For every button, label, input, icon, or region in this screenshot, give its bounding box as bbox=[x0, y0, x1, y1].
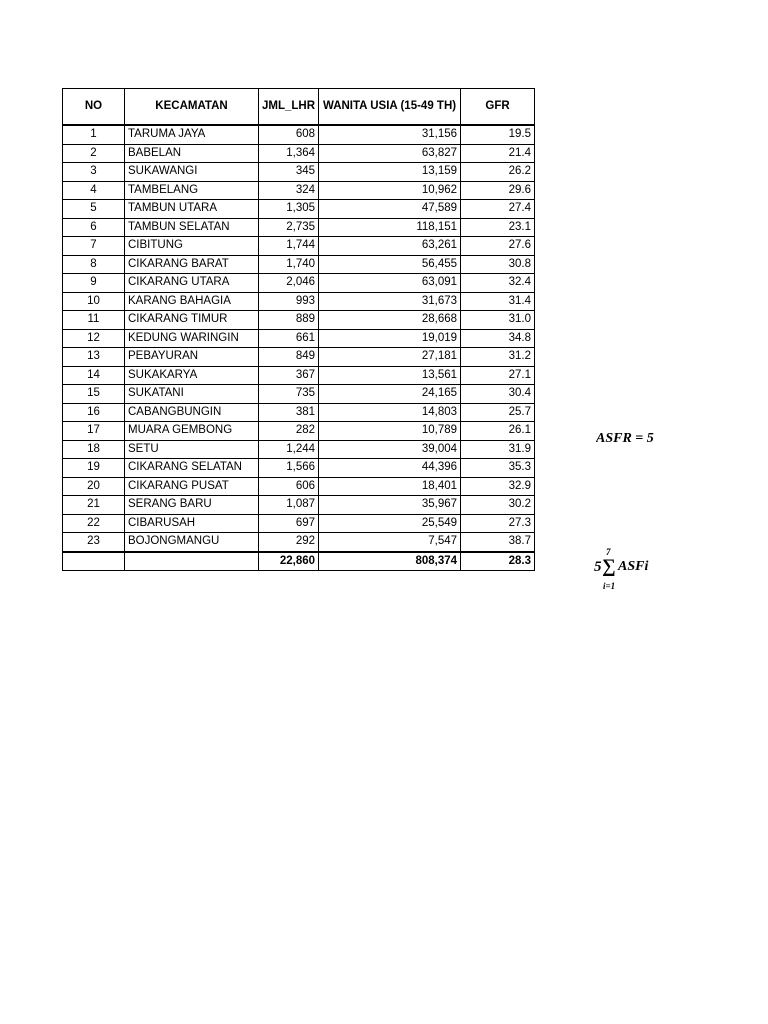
cell-gfr: 30.2 bbox=[461, 496, 535, 515]
cell-wanita-usia: 14,803 bbox=[319, 403, 461, 422]
cell-no: 18 bbox=[63, 440, 125, 459]
total-row bbox=[63, 552, 535, 571]
table-body bbox=[63, 125, 535, 571]
table-row bbox=[63, 496, 535, 515]
cell-kecamatan: CIKARANG UTARA bbox=[125, 274, 259, 293]
cell-kecamatan: SUKATANI bbox=[125, 385, 259, 404]
cell-gfr: 38.7 bbox=[461, 533, 535, 552]
tfr-term: ASFi bbox=[618, 559, 649, 574]
cell-no: 21 bbox=[63, 496, 125, 515]
cell-gfr: 29.6 bbox=[461, 181, 535, 200]
header-wanita-usia: WANITA USIA (15-49 TH) bbox=[319, 89, 461, 126]
cell-jml-lhr: 849 bbox=[259, 348, 319, 367]
cell-jml-lhr: 22,860 bbox=[259, 552, 319, 571]
cell-wanita-usia: 10,789 bbox=[319, 422, 461, 441]
tfr-formula bbox=[594, 547, 658, 595]
cell-wanita-usia: 7,547 bbox=[319, 533, 461, 552]
cell-wanita-usia: 28,668 bbox=[319, 311, 461, 330]
cell-wanita-usia: 118,151 bbox=[319, 218, 461, 237]
cell-no: 15 bbox=[63, 385, 125, 404]
cell-no: 14 bbox=[63, 366, 125, 385]
asfr-formula-text: ASFR = 5 bbox=[596, 431, 654, 446]
cell-jml-lhr: 993 bbox=[259, 292, 319, 311]
table-row bbox=[63, 403, 535, 422]
cell-no: 19 bbox=[63, 459, 125, 478]
cell-kecamatan: CIKARANG BARAT bbox=[125, 255, 259, 274]
header-gfr: GFR bbox=[461, 89, 535, 126]
cell-gfr: 35.3 bbox=[461, 459, 535, 478]
table-row bbox=[63, 292, 535, 311]
cell-no: 5 bbox=[63, 200, 125, 219]
cell-kecamatan: CIKARANG PUSAT bbox=[125, 477, 259, 496]
cell-wanita-usia: 27,181 bbox=[319, 348, 461, 367]
cell-gfr: 30.8 bbox=[461, 255, 535, 274]
cell-kecamatan: TAMBELANG bbox=[125, 181, 259, 200]
table-row bbox=[63, 144, 535, 163]
cell-jml-lhr: 1,364 bbox=[259, 144, 319, 163]
table-row bbox=[63, 218, 535, 237]
table-row bbox=[63, 125, 535, 144]
cell-jml-lhr: 381 bbox=[259, 403, 319, 422]
asfr-formula bbox=[596, 431, 658, 447]
cell-wanita-usia: 35,967 bbox=[319, 496, 461, 515]
cell-gfr: 32.9 bbox=[461, 477, 535, 496]
table-row bbox=[63, 181, 535, 200]
table-row bbox=[63, 255, 535, 274]
data-table bbox=[62, 88, 535, 571]
cell-gfr: 26.1 bbox=[461, 422, 535, 441]
header-row bbox=[63, 89, 535, 126]
table-row bbox=[63, 422, 535, 441]
cell-no: 20 bbox=[63, 477, 125, 496]
cell-jml-lhr: 2,046 bbox=[259, 274, 319, 293]
cell-gfr: 27.3 bbox=[461, 514, 535, 533]
cell-jml-lhr: 1,744 bbox=[259, 237, 319, 256]
cell-jml-lhr: 735 bbox=[259, 385, 319, 404]
cell-jml-lhr: 1,087 bbox=[259, 496, 319, 515]
cell-no: 16 bbox=[63, 403, 125, 422]
table-row bbox=[63, 348, 535, 367]
cell-kecamatan: KARANG BAHAGIA bbox=[125, 292, 259, 311]
cell-no bbox=[63, 552, 125, 571]
cell-kecamatan: CIKARANG TIMUR bbox=[125, 311, 259, 330]
cell-jml-lhr: 661 bbox=[259, 329, 319, 348]
cell-gfr: 31.4 bbox=[461, 292, 535, 311]
cell-gfr: 25.7 bbox=[461, 403, 535, 422]
table-row bbox=[63, 385, 535, 404]
cell-gfr: 21.4 bbox=[461, 144, 535, 163]
table-row bbox=[63, 329, 535, 348]
table-row bbox=[63, 477, 535, 496]
sigma-icon: ∑ bbox=[602, 556, 616, 577]
cell-gfr: 27.1 bbox=[461, 366, 535, 385]
table-row bbox=[63, 533, 535, 552]
table-row bbox=[63, 366, 535, 385]
cell-jml-lhr: 606 bbox=[259, 477, 319, 496]
cell-kecamatan: CABANGBUNGIN bbox=[125, 403, 259, 422]
cell-jml-lhr: 889 bbox=[259, 311, 319, 330]
cell-jml-lhr: 292 bbox=[259, 533, 319, 552]
cell-gfr: 31.2 bbox=[461, 348, 535, 367]
cell-wanita-usia: 13,561 bbox=[319, 366, 461, 385]
cell-gfr: 28.3 bbox=[461, 552, 535, 571]
cell-no: 11 bbox=[63, 311, 125, 330]
cell-jml-lhr: 1,305 bbox=[259, 200, 319, 219]
cell-wanita-usia: 24,165 bbox=[319, 385, 461, 404]
table-row bbox=[63, 237, 535, 256]
cell-gfr: 27.6 bbox=[461, 237, 535, 256]
cell-kecamatan: TAMBUN SELATAN bbox=[125, 218, 259, 237]
cell-jml-lhr: 697 bbox=[259, 514, 319, 533]
cell-wanita-usia: 31,156 bbox=[319, 125, 461, 144]
cell-kecamatan: CIBITUNG bbox=[125, 237, 259, 256]
cell-jml-lhr: 1,740 bbox=[259, 255, 319, 274]
cell-wanita-usia: 31,673 bbox=[319, 292, 461, 311]
cell-kecamatan: TAMBUN UTARA bbox=[125, 200, 259, 219]
cell-jml-lhr: 608 bbox=[259, 125, 319, 144]
cell-kecamatan: SUKAWANGI bbox=[125, 163, 259, 182]
cell-kecamatan: SETU bbox=[125, 440, 259, 459]
table-row bbox=[63, 274, 535, 293]
cell-no: 1 bbox=[63, 125, 125, 144]
cell-wanita-usia: 808,374 bbox=[319, 552, 461, 571]
table-row bbox=[63, 163, 535, 182]
cell-gfr: 19.5 bbox=[461, 125, 535, 144]
cell-kecamatan: SERANG BARU bbox=[125, 496, 259, 515]
cell-jml-lhr: 1,566 bbox=[259, 459, 319, 478]
cell-kecamatan: SUKAKARYA bbox=[125, 366, 259, 385]
cell-no: 7 bbox=[63, 237, 125, 256]
cell-wanita-usia: 19,019 bbox=[319, 329, 461, 348]
cell-wanita-usia: 63,827 bbox=[319, 144, 461, 163]
cell-kecamatan: MUARA GEMBONG bbox=[125, 422, 259, 441]
cell-gfr: 26.2 bbox=[461, 163, 535, 182]
cell-wanita-usia: 25,549 bbox=[319, 514, 461, 533]
cell-kecamatan: KEDUNG WARINGIN bbox=[125, 329, 259, 348]
cell-no: 13 bbox=[63, 348, 125, 367]
cell-wanita-usia: 44,396 bbox=[319, 459, 461, 478]
cell-no: 8 bbox=[63, 255, 125, 274]
cell-jml-lhr: 324 bbox=[259, 181, 319, 200]
cell-no: 23 bbox=[63, 533, 125, 552]
table-row bbox=[63, 514, 535, 533]
cell-kecamatan: TARUMA JAYA bbox=[125, 125, 259, 144]
cell-gfr: 23.1 bbox=[461, 218, 535, 237]
cell-no: 6 bbox=[63, 218, 125, 237]
cell-wanita-usia: 56,455 bbox=[319, 255, 461, 274]
cell-jml-lhr: 345 bbox=[259, 163, 319, 182]
cell-kecamatan: BOJONGMANGU bbox=[125, 533, 259, 552]
cell-gfr: 30.4 bbox=[461, 385, 535, 404]
cell-wanita-usia: 10,962 bbox=[319, 181, 461, 200]
cell-kecamatan: BABELAN bbox=[125, 144, 259, 163]
header-no: NO bbox=[63, 89, 125, 126]
cell-no: 2 bbox=[63, 144, 125, 163]
cell-wanita-usia: 18,401 bbox=[319, 477, 461, 496]
cell-no: 17 bbox=[63, 422, 125, 441]
cell-jml-lhr: 282 bbox=[259, 422, 319, 441]
cell-kecamatan: CIKARANG SELATAN bbox=[125, 459, 259, 478]
cell-jml-lhr: 367 bbox=[259, 366, 319, 385]
table-row bbox=[63, 440, 535, 459]
cell-no: 9 bbox=[63, 274, 125, 293]
header-jml-lhr: JML_LHR bbox=[259, 89, 319, 126]
cell-no: 12 bbox=[63, 329, 125, 348]
tfr-lower-limit: i=1 bbox=[603, 581, 616, 591]
cell-no: 4 bbox=[63, 181, 125, 200]
cell-wanita-usia: 13,159 bbox=[319, 163, 461, 182]
cell-wanita-usia: 63,261 bbox=[319, 237, 461, 256]
cell-gfr: 31.9 bbox=[461, 440, 535, 459]
tfr-lead: 5 bbox=[594, 559, 602, 575]
cell-wanita-usia: 47,589 bbox=[319, 200, 461, 219]
tfr-upper-limit: 7 bbox=[606, 547, 611, 557]
cell-wanita-usia: 39,004 bbox=[319, 440, 461, 459]
cell-jml-lhr: 2,735 bbox=[259, 218, 319, 237]
table-row bbox=[63, 311, 535, 330]
cell-gfr: 32.4 bbox=[461, 274, 535, 293]
cell-no: 22 bbox=[63, 514, 125, 533]
cell-no: 10 bbox=[63, 292, 125, 311]
table-row bbox=[63, 459, 535, 478]
cell-kecamatan: PEBAYURAN bbox=[125, 348, 259, 367]
cell-gfr: 34.8 bbox=[461, 329, 535, 348]
cell-kecamatan: CIBARUSAH bbox=[125, 514, 259, 533]
cell-jml-lhr: 1,244 bbox=[259, 440, 319, 459]
cell-gfr: 27.4 bbox=[461, 200, 535, 219]
cell-wanita-usia: 63,091 bbox=[319, 274, 461, 293]
header-kecamatan: KECAMATAN bbox=[125, 89, 259, 126]
cell-kecamatan bbox=[125, 552, 259, 571]
cell-no: 3 bbox=[63, 163, 125, 182]
table-row bbox=[63, 200, 535, 219]
cell-gfr: 31.0 bbox=[461, 311, 535, 330]
